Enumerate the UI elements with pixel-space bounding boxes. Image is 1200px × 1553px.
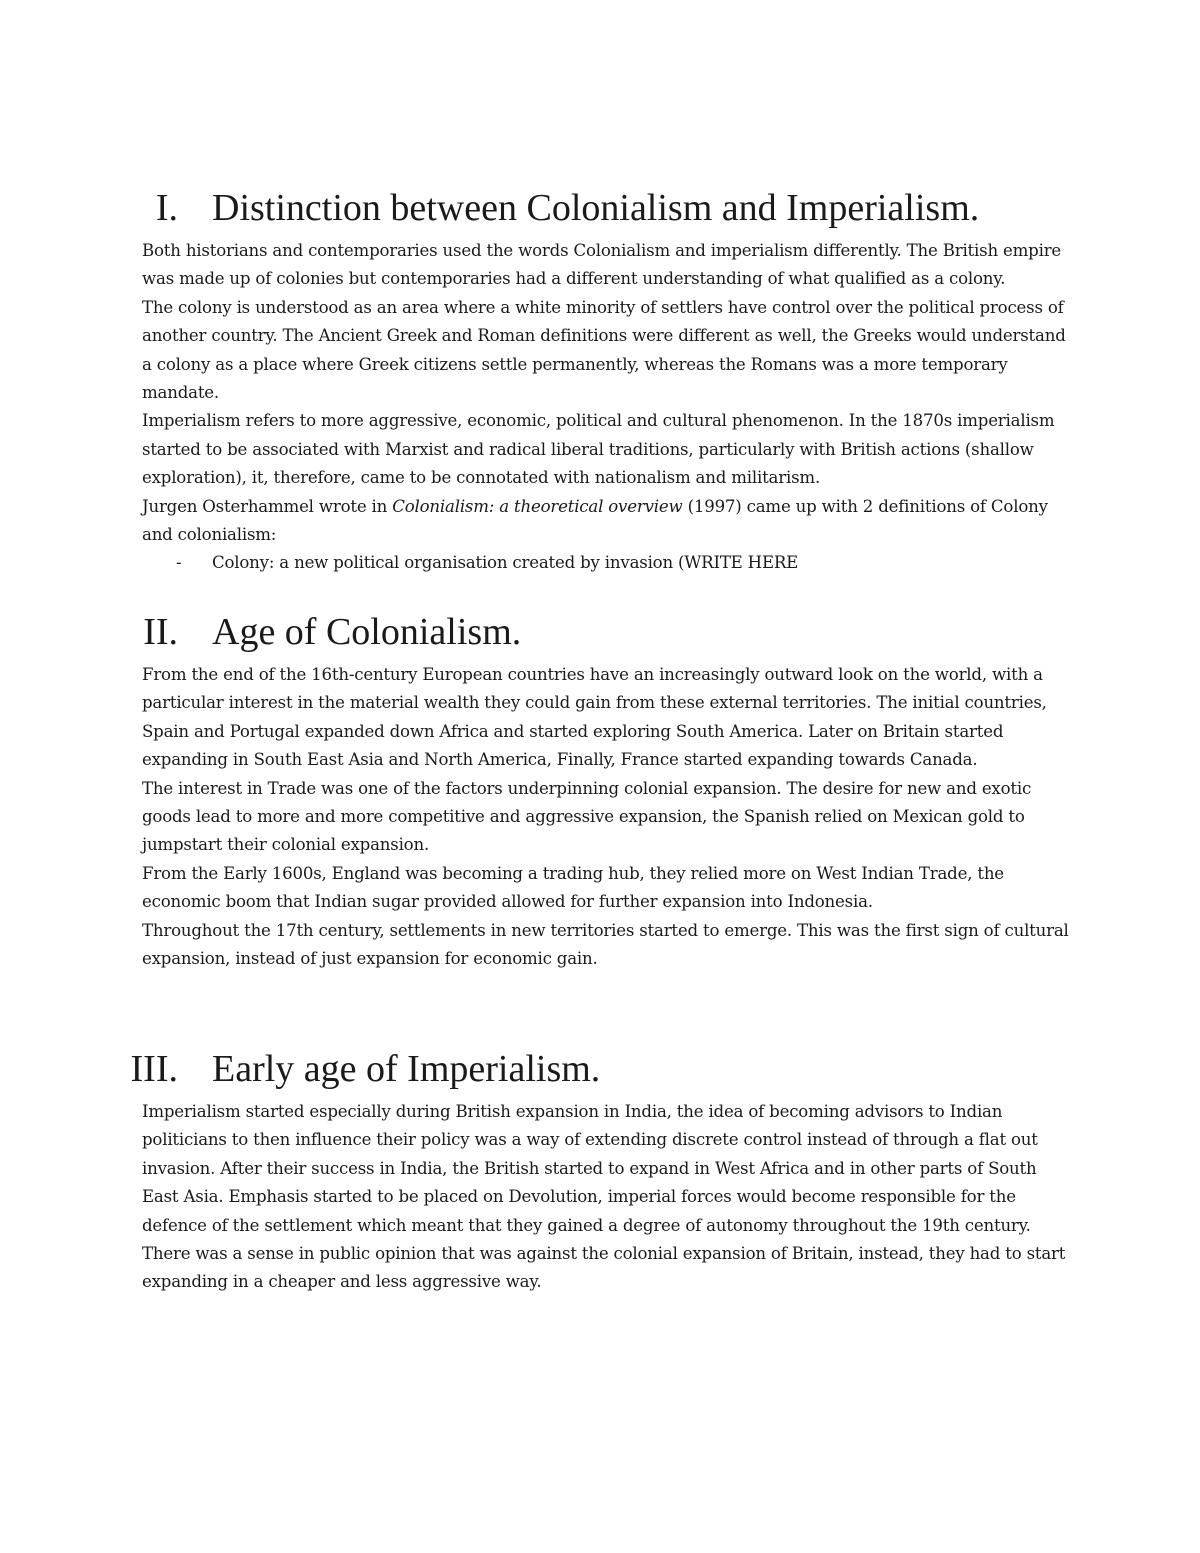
paragraph: There was a sense in public opinion that was against the colonial expansion of Britain, instead, they had to start expanding in a cheaper and less aggressive way. [142, 1244, 1066, 1292]
section-numeral: II. [143, 611, 178, 653]
paragraph-osterhammel [0, 493, 1077, 550]
section-heading [0, 183, 1200, 233]
paragraph: The interest in Trade was one of the factors underpinning colonial expansion. The desire for new and exotic goods lead to more and more competitive and aggressive expansion, the Spanish relied on Mexican gold to jumpstart their colonial expansion. [142, 778, 1032, 855]
text-run: (1997) came up with 2 definitions of Colony and colonialism: [142, 496, 1048, 545]
section-title: Early age of Imperialism. [212, 1048, 601, 1090]
text-run: Jurgen Osterhammel wrote in [142, 496, 393, 516]
section-3 [0, 1044, 1200, 1297]
paragraph: Throughout the 17th century, settlements in new territories started to emerge. This was the first sign of cultural expansion, instead of just expansion for economic gain. [142, 920, 1069, 969]
paragraph: Imperialism refers to more aggressive, economic, political and cultural phenomenon. In the 1870s imperialism started to be associated with Marxist and radical liberal traditions, particularly with British actions (shallow exploration), it, therefore, came to be connotated with nationalism and militarism. [142, 411, 1055, 488]
list-item [0, 549, 1200, 577]
section-numeral: III. [130, 1048, 178, 1090]
paragraph: From the Early 1600s, England was becoming a trading hub, they relied more on West Indian Trade, the economic boom that Indian sugar provided allowed for further expansion into Indonesia. [142, 863, 1004, 912]
list-item-text: Colony: a new political organisation created by invasion (WRITE HERE [212, 553, 799, 573]
bullet-marker: - [176, 553, 182, 573]
section-title: Distinction between Colonialism and Imperialism. [212, 187, 980, 229]
book-title: Colonialism: a theoretical overview [392, 496, 683, 516]
paragraph: Both historians and contemporaries used the words Colonialism and imperialism differently. The British empire was made up of colonies but contemporaries had a different understanding of what qualified as a colony. [142, 241, 1062, 289]
section-2 [0, 607, 1200, 973]
section-title: Age of Colonialism. [212, 611, 522, 653]
paragraph: The colony is understood as an area where a white minority of settlers have control over the political process of another country. The Ancient Greek and Roman definitions were different as well, the Greeks would understand a colony as a place where Greek citizens settle permanently, whereas the Romans was a more temporary mandate. [142, 297, 1066, 403]
section-heading [0, 1044, 1200, 1094]
section-heading [0, 607, 1200, 657]
paragraph: From the end of the 16th-century European countries have an increasingly outward look on the world, with a particular interest in the material wealth they could gain from these external territories. The initial countries, Spain and Portugal expanded down Africa and started exploring South America. Later on Britain started expanding in South East Asia and North America, Finally, France started expanding towards Canada. [142, 665, 1047, 770]
section-1 [0, 183, 1200, 578]
section-numeral: I. [155, 187, 178, 229]
paragraph: Imperialism started especially during British expansion in India, the idea of becoming advisors to Indian politicians to then influence their policy was a way of extending discrete control instead of through a flat out invasion. After their success in India, the British started to expand in West Africa and in other parts of South East Asia. Emphasis started to be placed on Devolution, imperial forces would become responsible for the defence of the settlement which meant that they gained a degree of autonomy throughout the 19th century. [142, 1102, 1038, 1235]
